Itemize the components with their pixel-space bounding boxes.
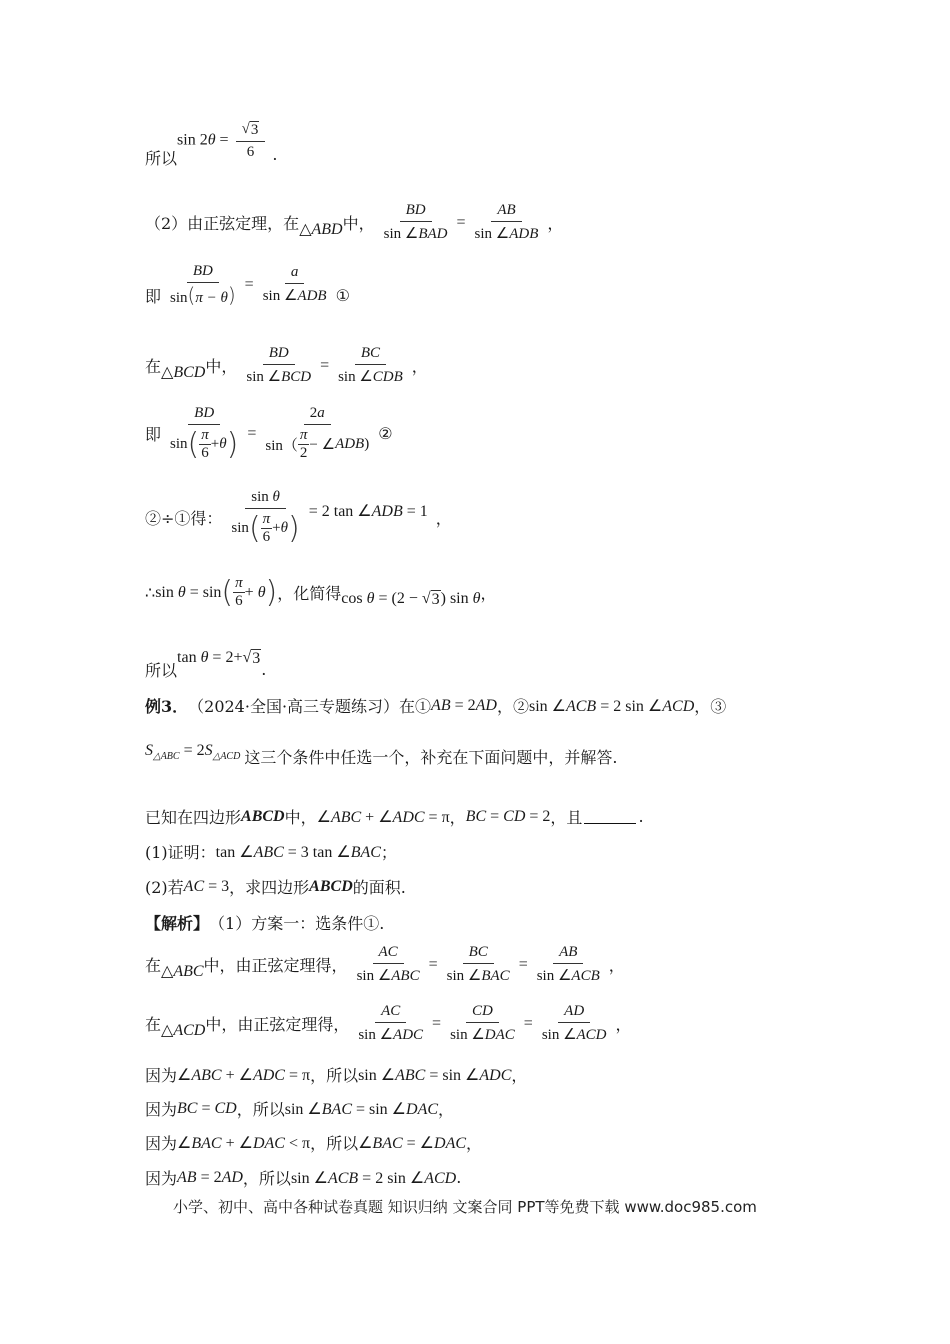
line-tan-result: 所以 tan θ = 2+ √ 3 . [145, 649, 267, 680]
line-triangle-bcd: 在 △BCD 中 ， $\frac{BD}{\text{sin ∠BCD}}$ = $\frac{BC}{\text{sin ∠CDB}}$ ， [145, 345, 428, 385]
line-triangle-acd: 在 △ACD 中，由正弦定理得， $\frac{AC}{\text{sin ∠ADC}}$ = $\frac{CD}{\text{sin ∠DAC}}$ = $\frac{AD}{\text{sin ∠ACD}}$ ， [145, 1003, 632, 1043]
question-1: (1)证明： tan ∠ABC = 3 tan ∠BAC ； [145, 843, 397, 862]
line-ratio: ②÷①得： sin θ sin ( $\frac{\pi}{6}$ + θ ) = 2 tan ∠ADB = 1 ， [145, 489, 452, 546]
problem-known: 已知在四边形 ABCD 中， ∠ABC + ∠ADC = π ， BC = CD = 2 ，且 . [145, 807, 644, 827]
analysis-heading: 【解析】 （1）方案一：选条件①. [145, 914, 385, 933]
line-equation-1: 即 $\frac{BD}{\sin(\pi - \theta)}$ = $\frac{a}{\text{sin ∠ADB}}$ ① [145, 262, 350, 307]
line-sin2theta: 所以 sin 2θ = √ 3 6 . [145, 120, 278, 168]
line-equation-2: 即 BD sin ( $\frac{\pi}{6}$ + θ ) = 2a sin（ $\frac{\pi}{2}$ − ∠ ADB ) ② [145, 405, 393, 462]
line-because-2: 因为 BC = CD ，所以 sin ∠BAC = sin ∠DAC ， [145, 1099, 455, 1119]
example-heading: 例3． （2024·全国·高三专题练习）在① AB = 2AD ，② sin ∠ACB = 2 sin ∠ACD ，③ [145, 696, 727, 716]
question-2: (2)若 AC = 3 ，求四边形 ABCD 的面积. [145, 877, 406, 897]
line-because-1: 因为 ∠ABC + ∠ADC = π ，所以 sin ∠ABC = sin ∠ADC ， [145, 1066, 528, 1085]
line-part2-sine-rule: （2）由正弦定理，在 △ABD 中 ， $\frac{BD}{\text{sin ∠BAD}}$ = $\frac{AB}{\text{sin ∠ADB}}$ ， [145, 202, 564, 242]
answer-blank [584, 809, 636, 824]
line-because-3: 因为 ∠BAC + ∠DAC < π ，所以 ∠BAC = ∠DAC ， [145, 1134, 483, 1153]
example-condition-3: $S_{\triangle ABC} = 2S_{\triangle ACD}$ 这三个条件中任选一个，补充在下面问题中，并解答. [145, 741, 618, 767]
line-because-4: 因为 AB = 2AD ，所以 sin ∠ACB = 2 sin ∠ACD . [145, 1168, 462, 1188]
page-footer: 小学、初中、高中各种试卷真题 知识归纳 文案合同 PPT等免费下载 www.doc985.com [173, 1198, 757, 1216]
line-therefore: ∴ sin θ = sin ( $\frac{\pi}{6}$ + θ ) ，化简得 cos θ = (2 − √ 3 ) sin θ ， [145, 574, 497, 610]
line-triangle-abc: 在 △ABC 中，由正弦定理得， $\frac{AC}{\text{sin ∠ABC}}$ = $\frac{BC}{\text{sin ∠BAC}}$ = $\frac{AB}{\text{sin ∠ACB}}$ ， [145, 944, 625, 984]
